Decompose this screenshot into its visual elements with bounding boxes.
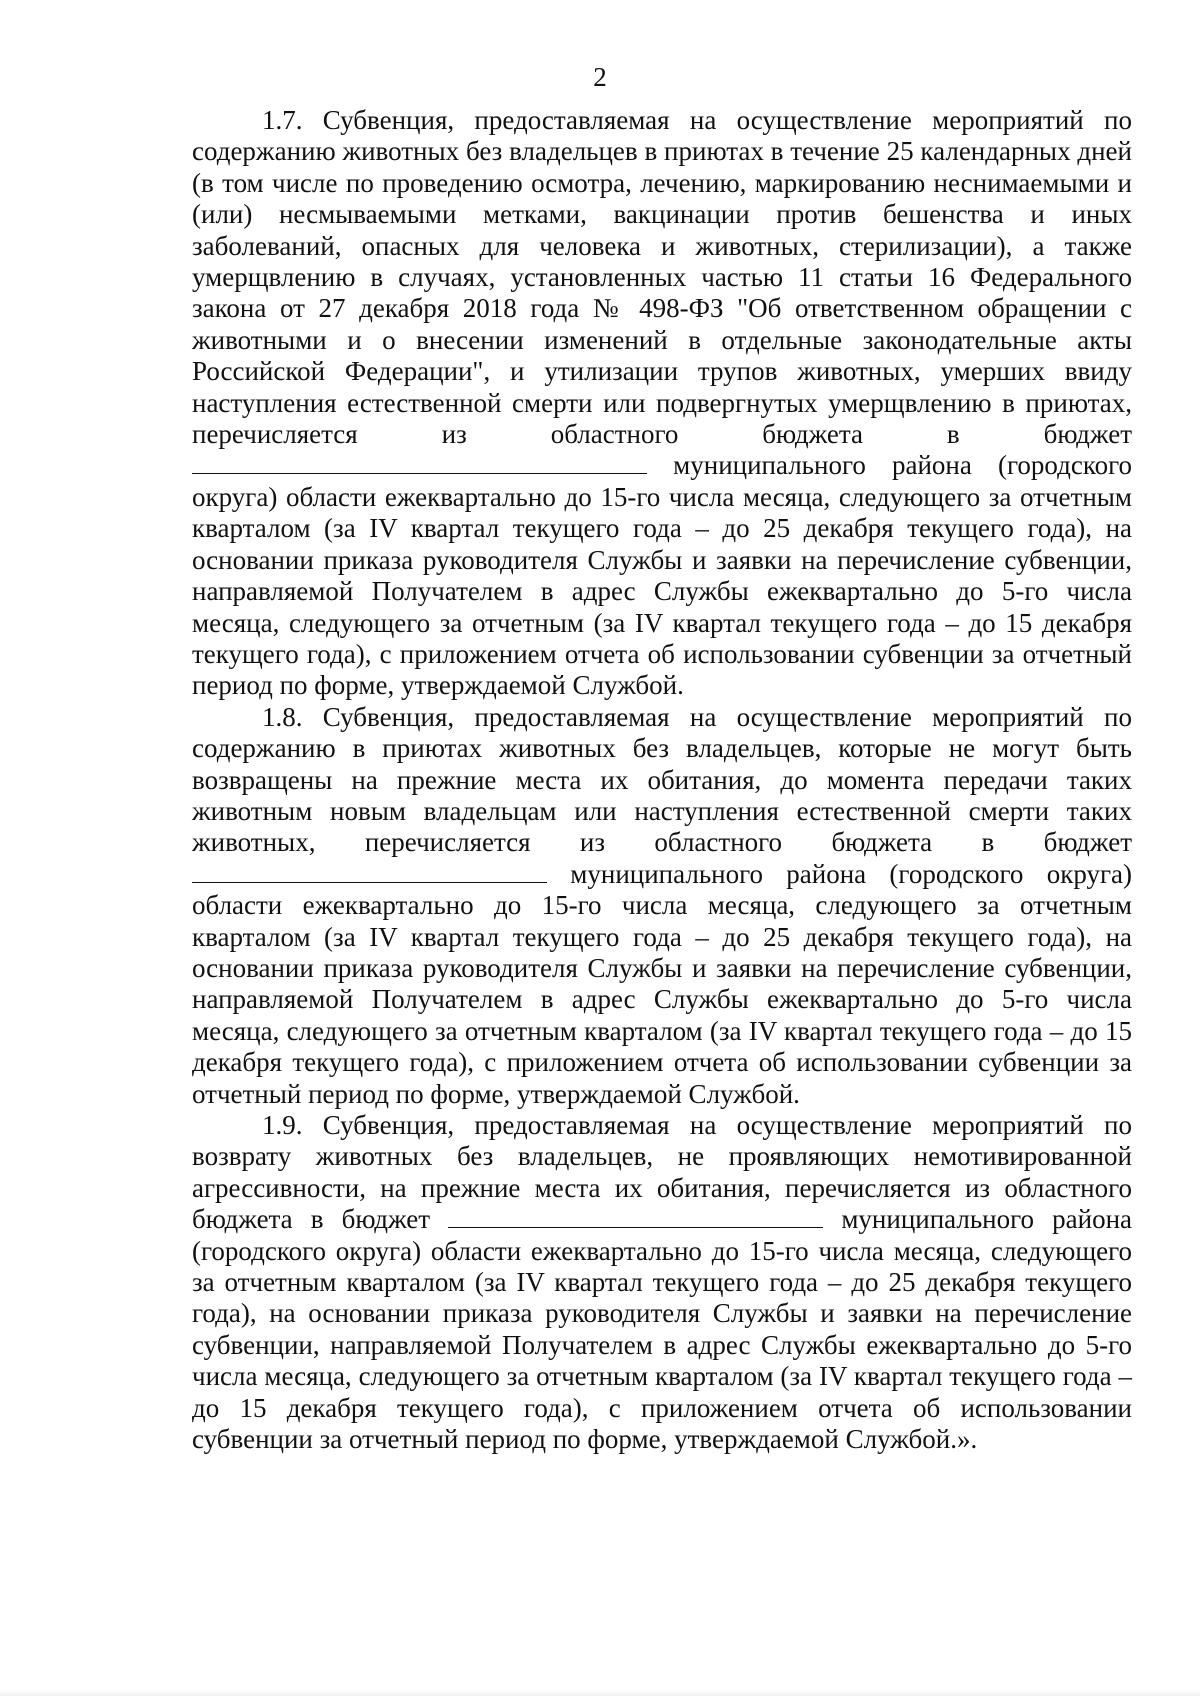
paragraph-1-8-text-after-blank: муниципального района (городского округа) области ежеквартально до 15-го числа месяца, следующего за отчетным кварталом (за IV квартал текущего года – до 25 декабря текущего года), на основании приказа руководителя Службы и заявки на перечисление субвенции, направляемой Получателем в адрес Службы ежеквартально до 5-го числа месяца, следующего за отчетным кварталом (за IV квартал текущего года – до 15 декабря текущего года), с приложением отчета об использовании субвенции за отчетный период по форме, утверждаемой Службой.: [192, 858, 1133, 1109]
budget-name-blank-line: [448, 1226, 823, 1228]
paragraph-1-7-text-before-blank: 1.7. Субвенция, предоставляемая на осуществление мероприятий по содержанию животных без владельцев в приютах в течение 25 календарных дней (в том числе по проведению осмотра, лечению, маркированию неснимаемыми и (или) несмываемыми метками, вакцинации против бешенства и иных заболеваний, опасных для человека и животных, стерилизации), а также умерщвлению в случаях, установленных частью 11 статьи 16 Федерального закона от 27 декабря 2018 года № 498-ФЗ "Об ответственном обращении с животными и о внесении изменений в отдельные законодательные акты Российской Федерации", и утилизации трупов животных, умерших ввиду наступления естественной смерти или подвергнутых умерщвлению в приютах, перечисляется из областного бюджета в бюджет: [192, 105, 1132, 450]
page-number: 2: [593, 62, 607, 92]
paragraph-1-7-text-after-blank: муниципального района (городского округа) области ежеквартально до 15-го числа месяца, следующего за отчетным кварталом (за IV квартал текущего года – до 25 декабря текущего года), на основании приказа руководителя Службы и заявки на перечисление субвенции, направляемой Получателем в адрес Службы ежеквартально до 5-го числа месяца, следующего за отчетным (за IV квартал текущего года – до 15 декабря текущего года), с приложением отчета об использовании субвенции за отчетный период по форме, утверждаемой Службой.: [192, 450, 1133, 701]
scan-bottom-edge: [0, 1690, 1200, 1696]
paragraph-1-9-text-after-blank: муниципального района (городского округа) области ежеквартально до 15-го числа месяца, следующего за отчетным кварталом (за IV квартал текущего года – до 25 декабря текущего года), на основании приказа руководителя Службы и заявки на перечисление субвенции, направляемой Получателем в адрес Службы ежеквартально до 5-го числа месяца, следующего за отчетным кварталом (за IV квартал текущего года – до 15 декабря текущего года), с приложением отчета об использовании субвенции за отчетный период по форме, утверждаемой Службой.».: [192, 1204, 1133, 1455]
paragraph-1-9: [192, 1110, 1132, 1455]
paragraph-1-8: [192, 702, 1132, 1110]
paragraph-1-9-text-before-blank: 1.9. Субвенция, предоставляемая на осуществление мероприятий по возврату животных без владельцев, не проявляющих немотивированной агрессивности, на прежние места их обитания, перечисляется из областного бюджета в бюджет: [192, 1110, 1132, 1235]
document-body: [192, 105, 1132, 1455]
budget-name-blank-line: [192, 472, 647, 474]
paragraph-1-8-text-before-blank: 1.8. Субвенция, предоставляемая на осуществление мероприятий по содержанию в приютах животных без владельцев, которые не могут быть возвращены на прежние места их обитания, до момента передачи таких животным новым владельцам или наступления естественной смерти таких животных, перечисляется из областного бюджета в бюджет: [192, 701, 1132, 858]
budget-name-blank-line: [192, 881, 547, 883]
paragraph-1-7: [192, 105, 1132, 702]
